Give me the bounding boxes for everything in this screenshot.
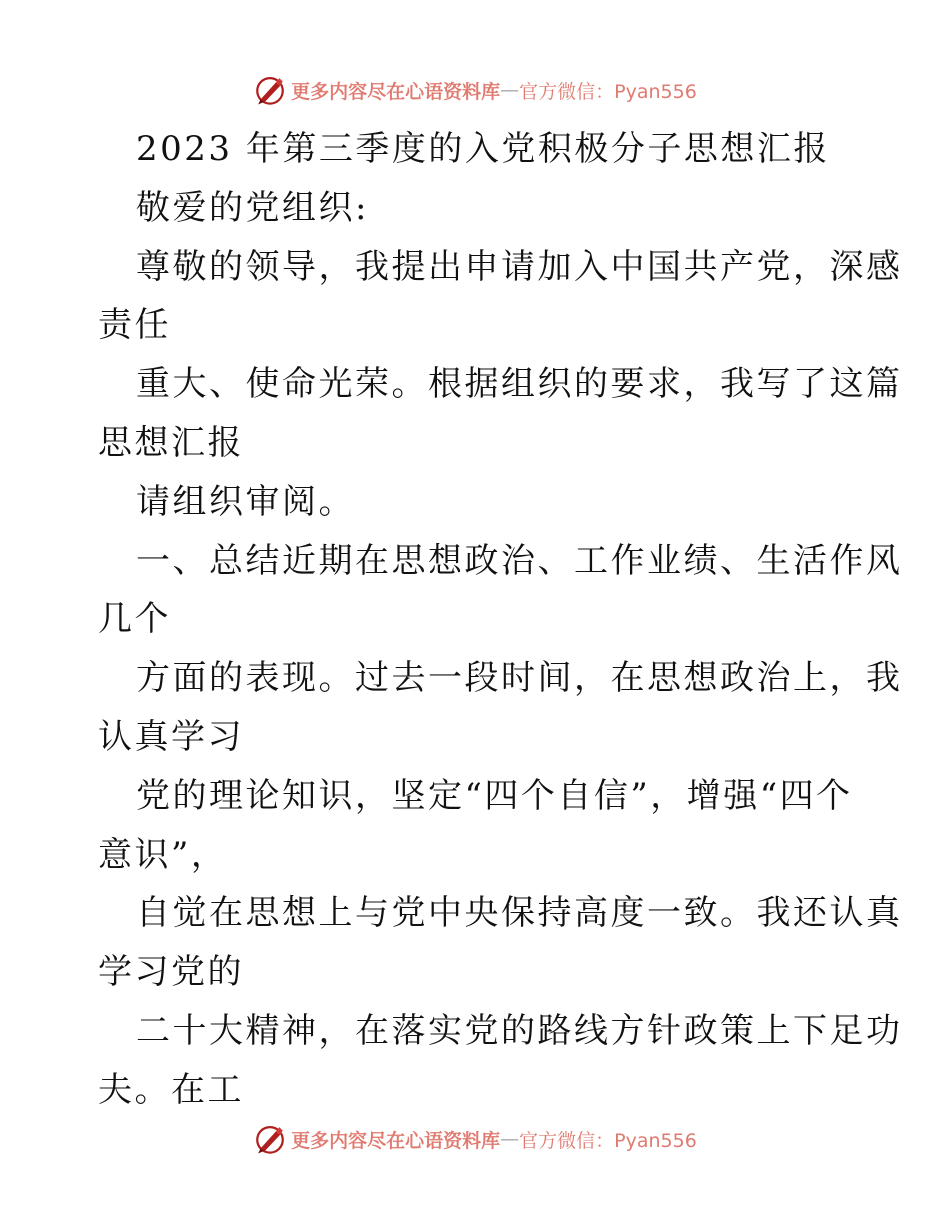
document-body <box>98 120 903 1120</box>
text-line: 意识”， <box>98 834 228 875</box>
text-line: 党的理论知识，坚定“四个自信”，增强“四个 <box>136 775 853 816</box>
text-line: 责任 <box>98 305 171 346</box>
banner-account: 官方微信：Pyan556 <box>519 1129 697 1152</box>
text-line: 敬爱的党组织: <box>136 187 369 228</box>
text-line: 二十大精神，在落实党的路线方针政策上下足功 <box>136 1010 903 1051</box>
text-line: 2023 年第三季度的入党积极分子思想汇报 <box>136 129 830 169</box>
text-line: 尊敬的领导，我提出申请加入中国共产党，深感 <box>136 246 903 287</box>
footer-watermark-banner <box>0 1119 950 1159</box>
header-watermark-banner <box>0 70 950 110</box>
text-line: 一、总结近期在思想政治、工作业绩、生活作风 <box>136 540 903 581</box>
banner-text: 更多内容尽在心语资料库 <box>291 1129 501 1152</box>
banner-separator: — <box>500 79 520 101</box>
text-line: 几个 <box>98 599 171 640</box>
text-line: 学习党的 <box>98 952 244 993</box>
text-line: 方面的表现。过去一段时间，在思想政治上，我 <box>136 658 903 699</box>
text-line: 请组织审阅。 <box>136 481 355 522</box>
text-line: 思想汇报 <box>98 422 244 463</box>
text-line: 自觉在思想上与党中央保持高度一致。我还认真 <box>136 893 903 934</box>
writing-pen-logo-icon <box>253 73 287 107</box>
text-line: 认真学习 <box>98 716 244 757</box>
text-line: 夫。在工 <box>98 1069 244 1110</box>
banner-account: 官方微信：Pyan556 <box>519 80 697 103</box>
text-line: 重大、使命光荣。根据组织的要求，我写了这篇 <box>136 364 903 405</box>
banner-text: 更多内容尽在心语资料库 <box>291 80 501 103</box>
banner-separator: — <box>500 1128 520 1150</box>
writing-pen-logo-icon <box>253 1122 287 1156</box>
